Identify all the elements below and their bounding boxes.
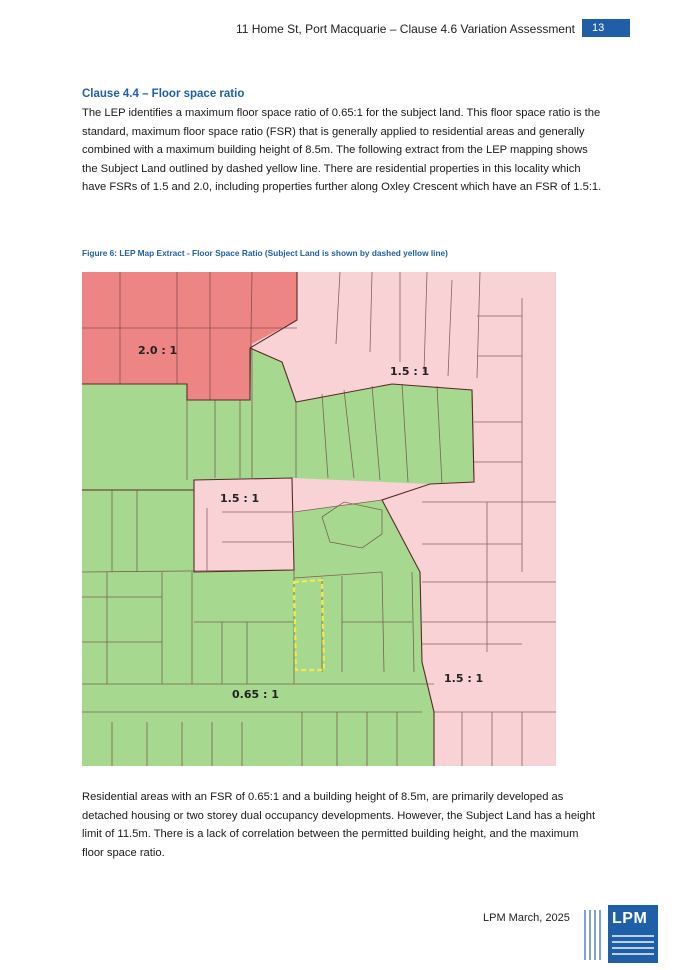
section-heading: Clause 4.4 – Floor space ratio xyxy=(82,88,245,100)
footer-date: LPM March, 2025 xyxy=(483,912,570,924)
page-number: 13 xyxy=(582,19,630,37)
zone-label-1-5-top: 1.5 : 1 xyxy=(390,365,430,378)
header-title: 11 Home St, Port Macquarie – Clause 4.6 Variation Assessment xyxy=(235,22,575,36)
intro-paragraph: The LEP identifies a maximum floor space ratio of 0.65:1 for the subject land. This floor space ratio is the standard, maximum floor space ratio (FSR) that is generally applied to residential areas and generally combined with a maximum building height of 8.5m. The following extract from the LEP mapping shows the Subject Land outlined by dashed yellow line. There are residential properties in this locality which have FSRs of 1.5 and 2.0, including properties further along Oxley Crescent which have an FSR of 1.5:1. xyxy=(82,107,602,194)
figure-caption: Figure 6: LEP Map Extract - Floor Space Ratio (Subject Land is shown by dashed yellow line) xyxy=(82,248,448,258)
logo-text: LPM xyxy=(612,910,648,927)
zone-label-0-65: 0.65 : 1 xyxy=(232,688,279,701)
zone-label-2-0: 2.0 : 1 xyxy=(138,344,178,357)
zone-label-1-5-bottom: 1.5 : 1 xyxy=(444,672,484,685)
lpm-logo xyxy=(608,905,658,963)
conclusion-paragraph: Residential areas with an FSR of 0.65:1 and a building height of 8.5m, are primarily developed as detached housing or two storey dual occupancy developments. However, the Subject Land has a height limit of 11.5m. There is a lack of correlation between the permitted building height, and the maximum floor space ratio. xyxy=(82,791,596,859)
zone-label-1-5-mid: 1.5 : 1 xyxy=(220,492,260,505)
fsr-map xyxy=(82,272,556,766)
footer-decorative-lines xyxy=(582,910,604,960)
